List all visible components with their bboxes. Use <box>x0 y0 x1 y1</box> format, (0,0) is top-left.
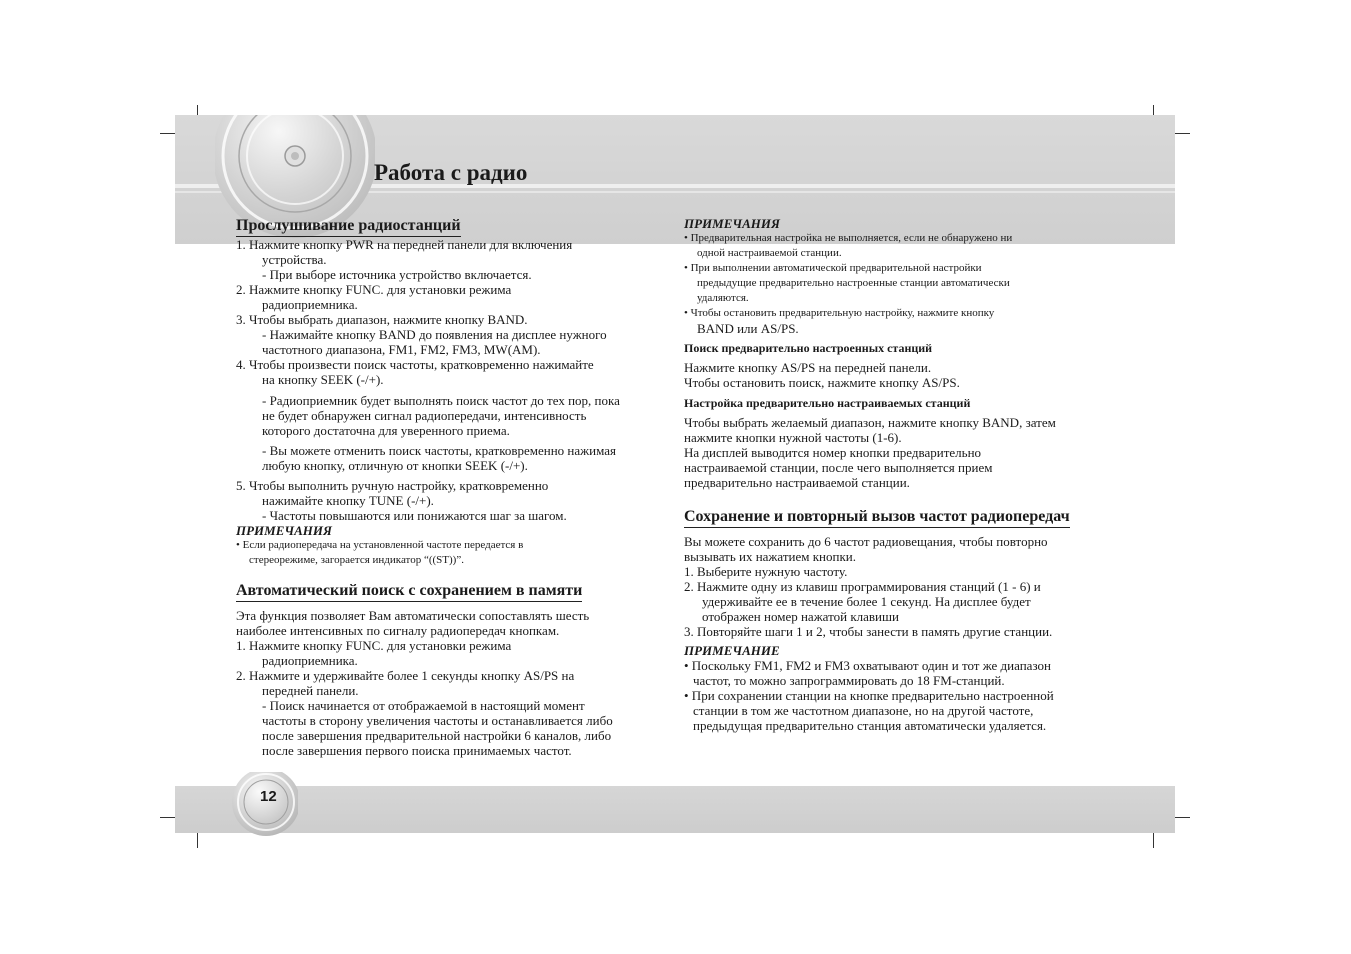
note-item: • При сохранении станции на кнопке предварительно настроенной <box>684 688 1054 703</box>
notes-heading: ПРИМЕЧАНИЯ <box>236 523 332 538</box>
section-title-listening: Прослушивание радиостанций <box>236 217 461 237</box>
note-item: • Если радиопередача на установленной частоте передается в <box>236 539 524 551</box>
note-item: • Чтобы остановить предварительную настройку, нажмите кнопку <box>684 307 995 319</box>
section-title-store-recall: Сохранение и повторный вызов частот радиопередач <box>684 508 1070 528</box>
note-item: • Поскольку FM1, FM2 и FM3 охватывают один и тот же диапазон <box>684 658 1051 673</box>
notes-heading: ПРИМЕЧАНИЯ <box>684 216 780 231</box>
step-text: 1. Нажмите кнопку PWR на передней панели для включения <box>236 237 573 252</box>
note-heading: ПРИМЕЧАНИЕ <box>684 643 780 658</box>
footer-band <box>175 786 1175 833</box>
note-item: • При выполнении автоматической предварительной настройки <box>684 262 982 274</box>
subheading-preset-search: Поиск предварительно настроенных станций <box>684 341 933 355</box>
right-column: ПРИМЕЧАНИЯ • Предварительная настройка не выполняется, если не обнаружено ни одной настраиваемой станции. • При выполнении автоматической предварительной настройки предыдущие предварительно настроенные станции автоматически удаляются. • Чтобы остановить предварительную настройку, нажмите кнопку BAND или AS/PS. Поиск предварительно настроенных станций Нажмите кнопку AS/PS на передней панели. Чтобы остановить поиск, нажмите кнопку AS/PS. Настройка предварительно настраиваемых станций Чтобы выбрать желаемый диапазон, нажмите кнопку BAND, затем нажмите кнопки нужной частоты (1-6). На дисплей выводится номер кнопки предварительно настраиваемой станции, после чего выполняется прием предварительно настраиваемой станции. Сохранение и повторный вызов частот радиопередач Вы можете сохранить до 6 частот радиовещания, чтобы повторно вызывать их нажатием кнопки. 1. Выберите нужную частоту. 2. Нажмите одну из клавиш программирования станций (1 - 6) и удерживайте ее в течение более 1 секунд. На дисплее будет отображен номер нажатой клавиши 3. Повторяйте шаги 1 и 2, чтобы занести в память другие станции. ПРИМЕЧАНИЕ • Поскольку FM1, FM2 и FM3 охватывают один и тот же диапазон частот, то можно запрограммировать до 18 FM-станций. • При сохранении станции на кнопке предварительно настроенной станции в том же частотном диапазоне, но на другой частоте, предыдущая предварительно станция автоматически удаляется. <box>684 216 1124 733</box>
page-number: 12 <box>260 788 277 805</box>
page-title: Работа с радио <box>374 160 528 185</box>
subheading-preset-tune: Настройка предварительно настраиваемых станций <box>684 396 971 410</box>
note-item: • Предварительная настройка не выполняется, если не обнаружено ни <box>684 232 1013 244</box>
note-item: стереорежиме, загорается индикатор “((ST))”. <box>249 554 464 566</box>
left-column: Прослушивание радиостанций 1. Нажмите кнопку PWR на передней панели для включения устройства. - При выборе источника устройство включается. 2. Нажмите кнопку FUNC. для установки режима радиоприемника. 3. Чтобы выбрать диапазон, нажмите кнопку BAND. - Нажимайте кнопку BAND до появления на дисплее нужного частотного диапазона, FM1, FM2, FM3, MW(AM). 4. Чтобы произвести поиск частоты, кратковременно нажимайте на кнопку SEEK (-/+). - Радиоприемник будет выполнять поиск частот до тех пор, пока не будет обнаружен сигнал радиопередачи, интенсивность которого достаточна для уверенного приема. - Вы можете отменить поиск частоты, кратковременно нажимая любую кнопку, отличную от кнопки SEEK (-/+). 5. Чтобы выполнить ручную настройку, кратковременно нажимайте кнопку TUNE (-/+). - Частоты повышаются или понижаются шаг за шагом. ПРИМЕЧАНИЯ • Если радиопередача на установленной частоте передается в стереорежиме, загорается индикатор “((ST))”. Автоматический поиск с сохранением в памяти Эта функция позволяет Вам автоматически сопоставлять шесть наиболее интенсивных по сигналу радиопередач кнопкам. 1. Нажмите кнопку FUNC. для установки режима радиоприемника. 2. Нажмите и удерживайте более 1 секунды кнопку AS/PS на передней панели. - Поиск начинается от отображаемой в настоящий момент частоты в сторону увеличения частоты и останавливается либо после завершения предварительной настройки 6 каналов, либо после завершения первого поиска принимаемых частот. <box>236 217 668 758</box>
section-title-auto-search: Автоматический поиск с сохранением в памяти <box>236 582 582 602</box>
